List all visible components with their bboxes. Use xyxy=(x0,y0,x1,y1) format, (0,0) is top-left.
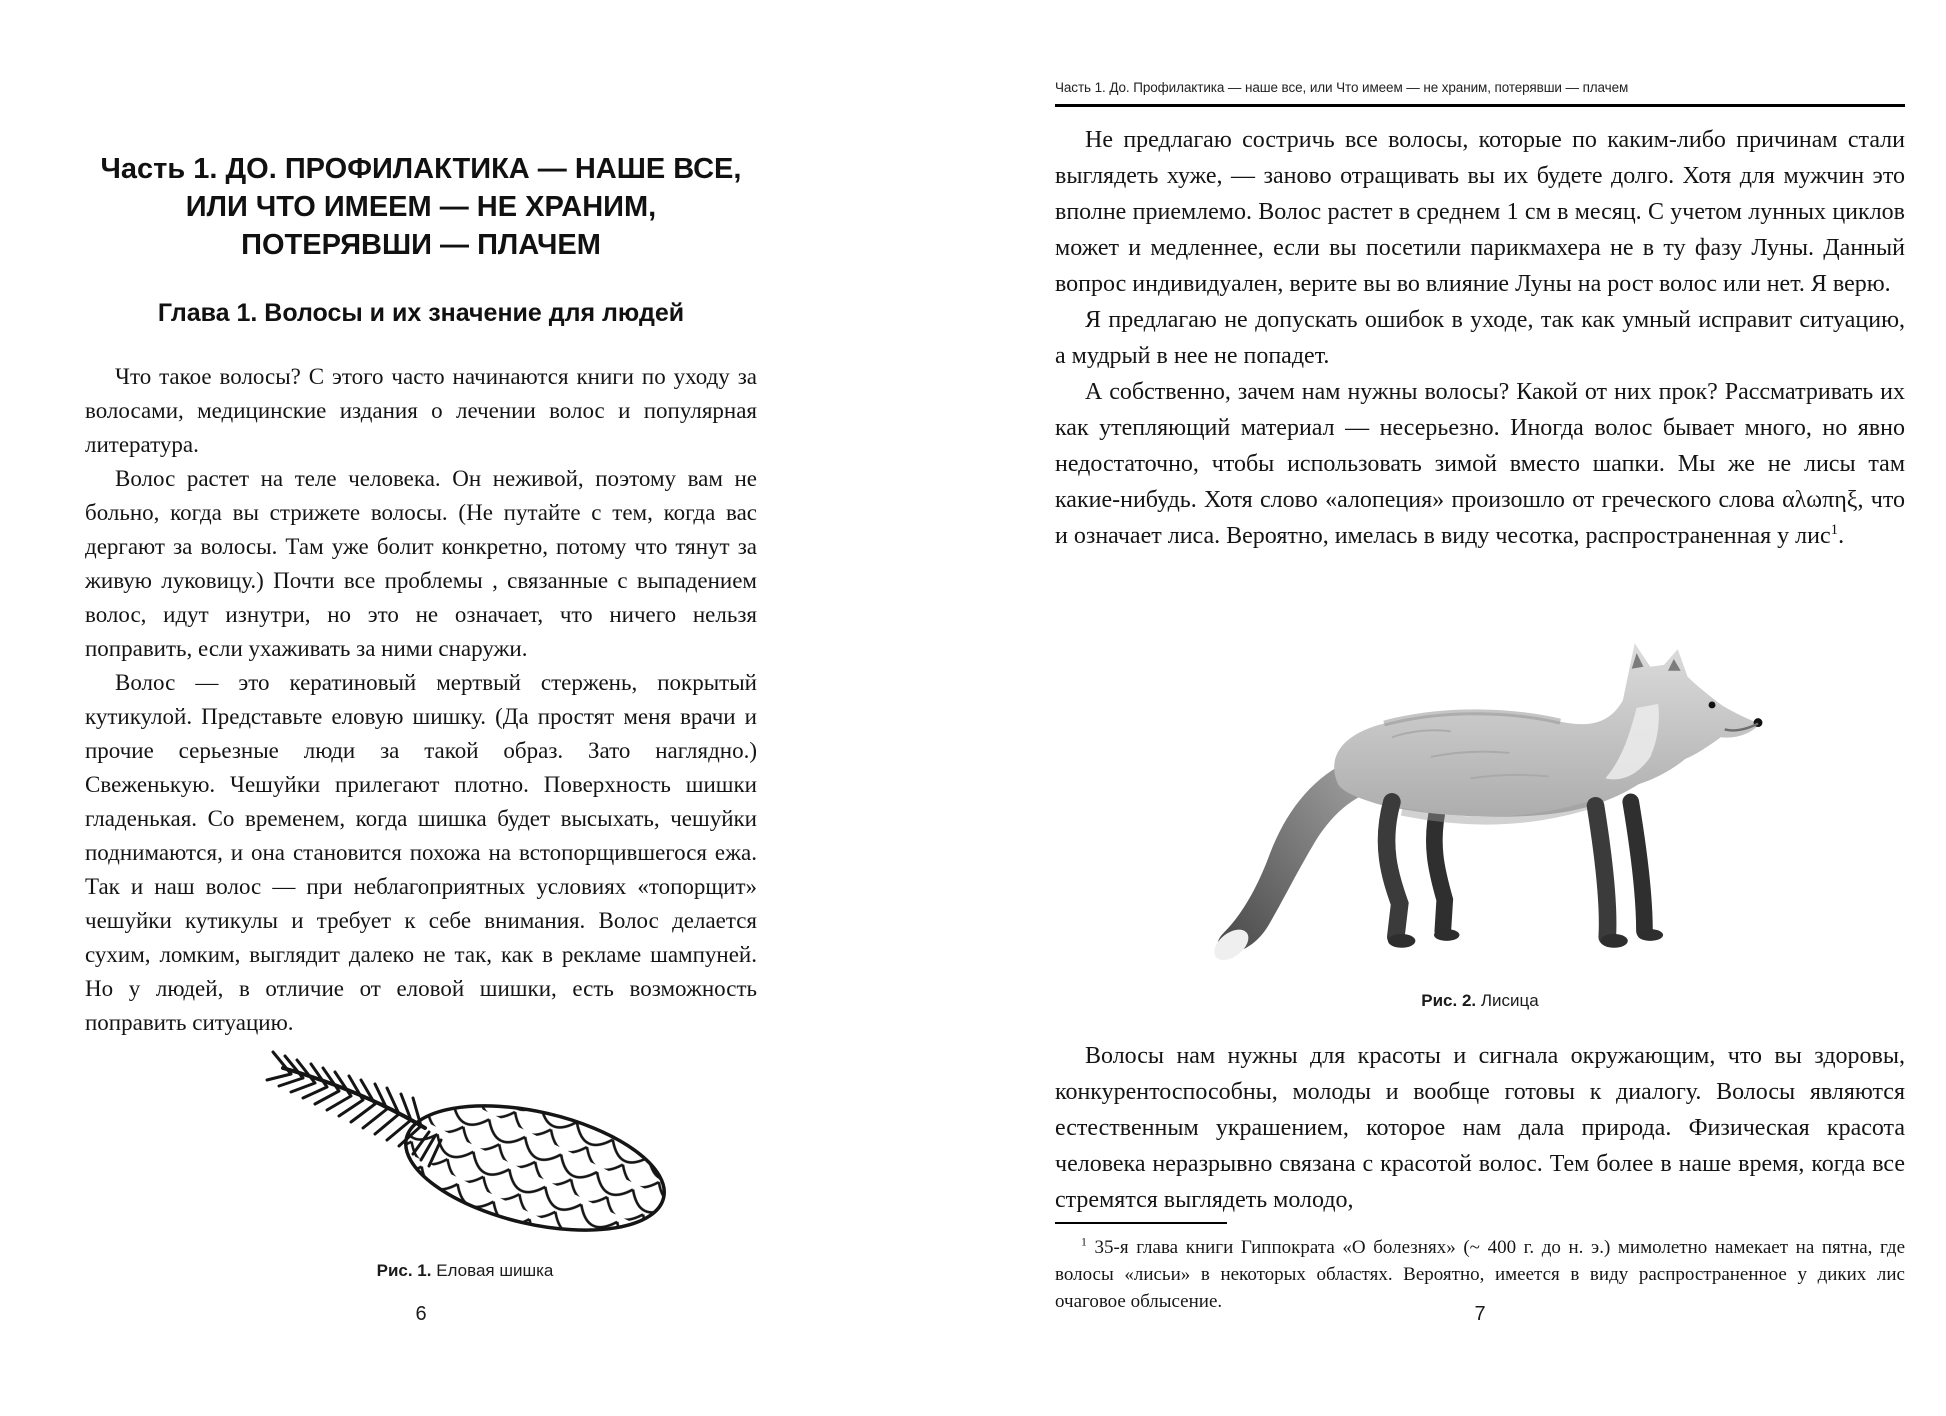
footnote-text: 35-я глава книги Гиппократа «О болезнях» (~ 400 г. до н. э.) мимолетно намекает на пятна, где волосы «лисьи» в некоторых областях. Вероятно, имеется в виду распространенное у диких лис очаговое облысение. xyxy=(1055,1237,1906,1312)
fox-body xyxy=(1334,643,1760,816)
footnote-marker: 1 xyxy=(1081,1235,1087,1249)
figure-caption xyxy=(255,1261,675,1281)
cone-body xyxy=(394,1084,675,1246)
paragraph-text: . xyxy=(1838,523,1845,549)
running-header: Часть 1. До. Профилактика — наше все, или Что имеем — не храним, потерявши — плачем xyxy=(1055,80,1905,107)
paragraph-text: А собственно, зачем нам нужны волосы? Какой от них прок? Рассматривать их как утепляющий материал — несерьезно. Иногда волос бывает много, но явно недостаточно, чтобы использовать зимой вместо шапки. Мы же не лисы там какие-нибудь. Хотя слово «алопеция» произошло от греческого слова αλωπηξ, что и означает лиса. Вероятно, имелась в виду чесотка, распространенная у лис xyxy=(1055,379,1905,549)
figure-label: Рис. 1. xyxy=(376,1261,432,1280)
figure-caption-text: Еловая шишка xyxy=(436,1261,554,1280)
fox-figure xyxy=(1155,610,1805,1011)
paragraph: Волос — это кератиновый мертвый стержень, покрытый кутикулой. Представьте еловую шишку. (Да простят меня врачи и прочие серьезные люди за такой образ. Зато наглядно.) Свеженькую. Чешуйки прилегают плотно. Поверхность шишки гладенькая. Со временем, когда шишка будет высыхать, чешуйки поднимаются, и она становится похожа на встопорщившегося ежа. Так и наш волос — при неблагоприятных условиях «топорщит» чешуйки кутикулы и требует к себе внимания. Волос делается сухим, ломким, выглядит далеко не так, как в рекламе шампуней. Но у людей, в отличие от еловой шишки, есть возможность поправить ситуацию. xyxy=(85,670,757,1035)
right-body-text xyxy=(1055,122,1905,554)
fox-paws xyxy=(1388,929,1663,948)
paragraph: Волос растет на теле человека. Он неживой, поэтому вам не больно, когда вы стрижете волосы. (Не путайте с тем, когда вас дергают за волосы. Там уже болит конкретно, потому что тянут за живую луковицу.) Почти все проблемы , связанные с выпадением волос, идут изнутри, но это не означает, что ничего нельзя поправить, если ухаживать за ними снаружи. xyxy=(85,466,757,661)
left-page xyxy=(85,0,757,1416)
chapter-title: Глава 1. Волосы и их значение для людей xyxy=(157,299,685,327)
fox-eye xyxy=(1709,702,1716,709)
spruce-cone-figure xyxy=(255,1036,675,1281)
fox-photo xyxy=(1170,610,1790,982)
page-number-left: 6 xyxy=(415,1303,427,1325)
part-title-line: ПОТЕРЯВШИ — ПЛАЧЕМ xyxy=(241,229,601,261)
figure-caption-text: Лисица xyxy=(1480,991,1539,1010)
part-title xyxy=(85,150,757,264)
footnote-separator xyxy=(1055,1222,1227,1224)
spruce-cone-illustration xyxy=(255,1036,675,1246)
part-title-line: Часть 1. ДО. ПРОФИЛАКТИКА — НАШЕ ВСЕ, xyxy=(100,153,742,185)
paragraph: Не предлагаю состричь все волосы, которые по каким-либо причинам стали выглядеть хуже, — заново отращивать вы их будете долго. Хотя для мужчин это вполне приемлемо. Волос растет в среднем 1 см в месяц. С учетом лунных циклов может и медленнее, если вы посетили парикмахера не в ту фазу Луны. Данный вопрос индивидуален, верите вы во влияние Луны на рост волос или нет. Я верю. xyxy=(1055,127,1905,297)
page-number-right: 7 xyxy=(1474,1303,1486,1325)
paragraph xyxy=(1055,374,1905,554)
figure-caption xyxy=(1155,991,1805,1011)
left-body-text xyxy=(85,360,757,1040)
paragraph: Что такое волосы? С этого часто начинаются книги по уходу за волосами, медицинские издания о лечении волос и популярная литература. xyxy=(85,364,757,457)
figure-label: Рис. 2. xyxy=(1421,991,1477,1010)
footnote-reference: 1 xyxy=(1830,522,1839,538)
paragraph: Волосы нам нужны для красоты и сигнала окружающим, что вы здоровы, конкурентоспособны, молоды и вообще готовы к диалогу. Волосы являются естественным украшением, которое нам дала природа. Физическая красота человека неразрывно связана с красотой волос. Тем более в наше время, когда все стремятся выглядеть молодо, xyxy=(1055,1043,1905,1213)
right-page xyxy=(1055,0,1905,1416)
paragraph: Я предлагаю не допускать ошибок в уходе, так как умный исправит ситуацию, а мудрый в нее не попадет. xyxy=(1055,307,1905,369)
part-title-line: ИЛИ ЧТО ИМЕЕМ — НЕ ХРАНИМ, xyxy=(185,191,657,223)
